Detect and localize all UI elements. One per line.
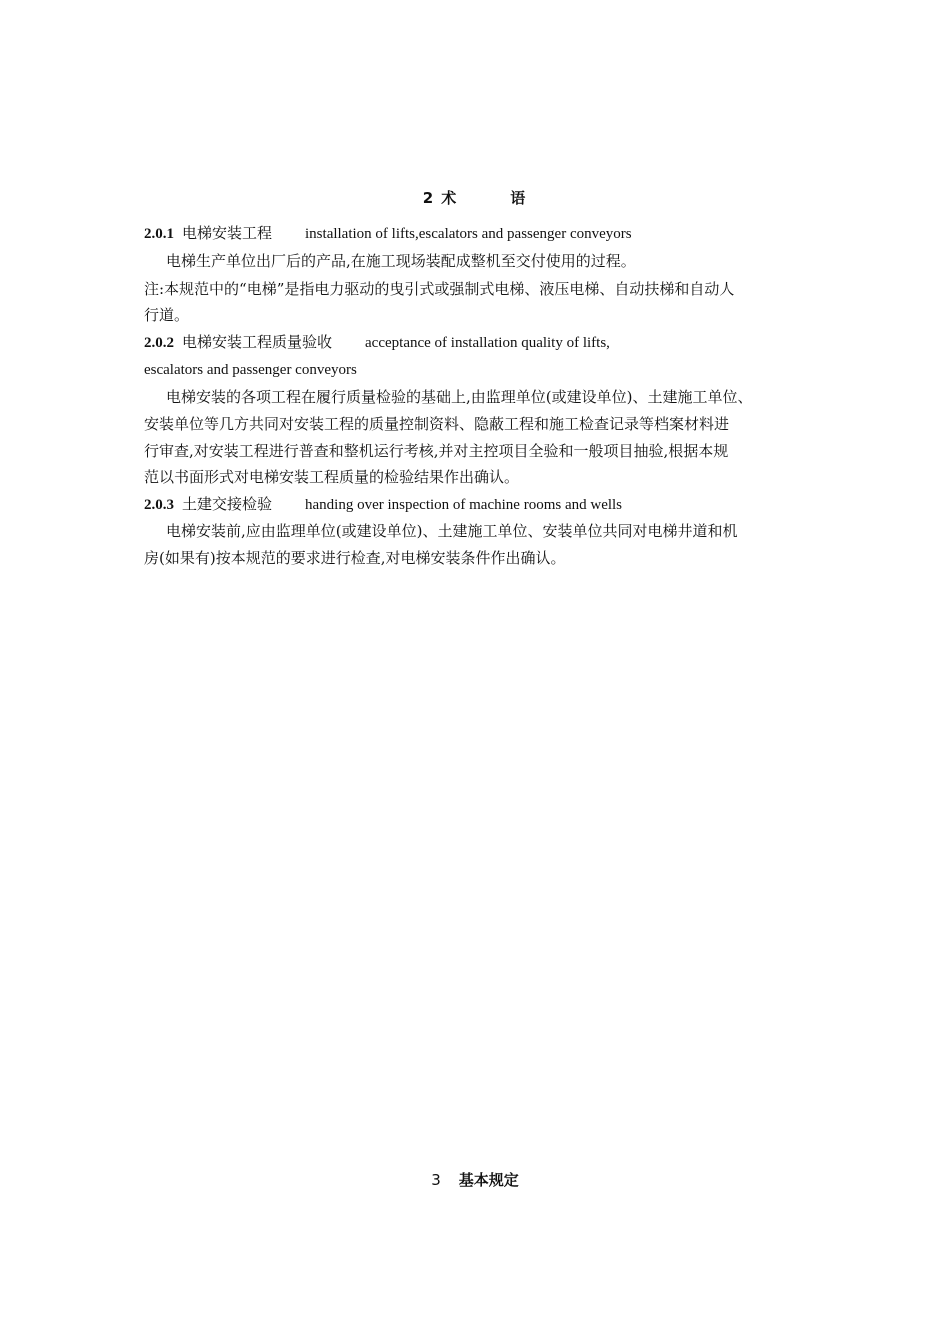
term-chinese: 土建交接检验 — [182, 495, 273, 513]
term-2-0-1-body: 电梯生产单位出厂后的产品,在施工现场装配成整机至交付使用的过程。 — [166, 252, 636, 270]
term-2-0-3-body-line-1: 电梯安装前,应由监理单位(或建设单位)、土建施工单位、安装单位共同对电梯井道和机 — [166, 522, 738, 540]
term-2-0-3-body-line-2: 房(如果有)按本规范的要求进行检查,对电梯安装条件作出确认。 — [144, 549, 566, 567]
term-2-0-2-heading — [144, 332, 610, 353]
term-2-0-2-body-line-3: 行审查,对安装工程进行普查和整机运行考核,并对主控项目全验和一般项目抽验,根据本规 — [144, 442, 729, 460]
term-number: 2.0.2 — [144, 335, 174, 351]
term-2-0-2-body-line-1: 电梯安装的各项工程在履行质量检验的基础上,由监理单位(或建设单位)、土建施工单位、 — [166, 388, 753, 406]
chapter-2-number: 2 — [422, 189, 434, 207]
term-2-0-1-heading — [144, 223, 632, 244]
term-english: handing over inspection of machine rooms and wells — [305, 497, 623, 513]
term-2-0-2-body-line-2: 安装单位等几方共同对安装工程的质量控制资料、隐蔽工程和施工检查记录等档案材料进 — [144, 415, 730, 433]
term-2-0-3-heading — [144, 494, 622, 515]
chapter-2-title-b: 语 — [510, 189, 528, 207]
term-2-0-1-note-line-2: 行道。 — [144, 306, 190, 324]
chapter-2-heading — [0, 188, 950, 208]
chapter-2-title-a: 术 — [441, 189, 459, 207]
term-number: 2.0.1 — [144, 226, 174, 242]
chapter-3-title: 基本规定 — [458, 1171, 519, 1189]
term-2-0-1-note-line-1: 注:本规范中的“电梯”是指电力驱动的曳引式或强制式电梯、液压电梯、自动扶梯和自动人 — [144, 280, 735, 298]
term-english: acceptance of installation quality of lifts, — [365, 335, 610, 351]
term-english: installation of lifts,escalators and passenger conveyors — [305, 226, 632, 242]
chapter-3-number: 3 — [431, 1171, 441, 1189]
term-2-0-2-english-line-2: escalators and passenger conveyors — [144, 362, 357, 378]
term-number: 2.0.3 — [144, 497, 174, 513]
term-chinese: 电梯安装工程质量验收 — [182, 333, 333, 351]
term-chinese: 电梯安装工程 — [182, 224, 273, 242]
chapter-3-heading — [0, 1170, 950, 1190]
term-2-0-2-body-line-4: 范以书面形式对电梯安装工程质量的检验结果作出确认。 — [144, 468, 520, 486]
